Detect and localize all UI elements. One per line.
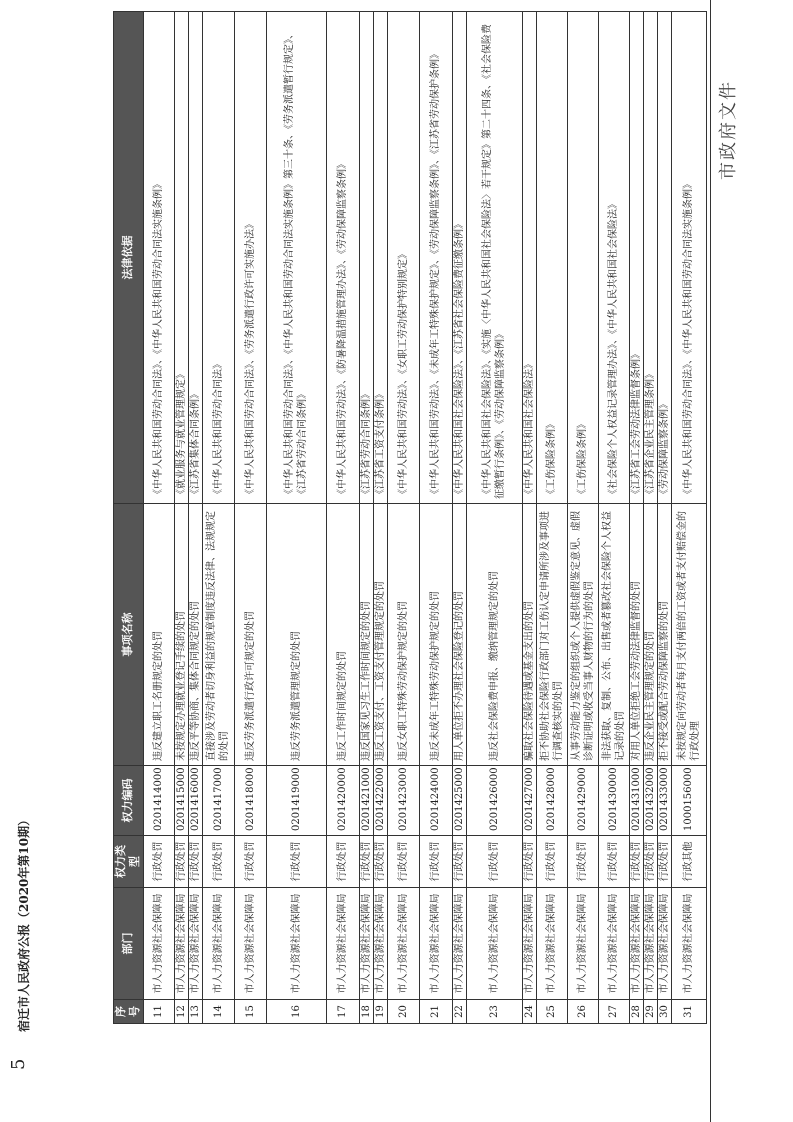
- row-department: 市人力资源社会保障局: [419, 888, 452, 1000]
- row-power-code: 0201421000: [359, 766, 373, 836]
- row-department: 市人力资源社会保障局: [466, 888, 522, 1000]
- header-law: 法律依据: [114, 12, 144, 504]
- row-number: 20: [387, 1000, 419, 1024]
- row-power-type: 行政处罚: [598, 836, 629, 888]
- table-row: [466, 12, 522, 1024]
- row-power-code: 1000156000: [671, 766, 706, 836]
- row-power-code: 0201426000: [466, 766, 522, 836]
- row-number: 11: [143, 1000, 174, 1024]
- row-power-type: 行政处罚: [143, 836, 174, 888]
- row-legal-basis: 《就业服务与就业管理规定》: [174, 12, 188, 504]
- row-department: 市人力资源社会保障局: [326, 888, 359, 1000]
- row-department: 市人力资源社会保障局: [373, 888, 387, 1000]
- row-number: 23: [466, 1000, 522, 1024]
- table-row: [326, 12, 359, 1024]
- row-power-type: 行政其他: [671, 836, 706, 888]
- row-number: 31: [671, 1000, 706, 1024]
- row-number: 30: [657, 1000, 671, 1024]
- row-legal-basis: 《工伤保险条例》: [567, 12, 598, 504]
- row-number: 13: [188, 1000, 202, 1024]
- row-power-type: 行政处罚: [359, 836, 373, 888]
- row-item-name: 从事劳动能力鉴定的组织或个人提供虚假鉴定意见、虚假诊断证明或收受当事人财物的行为的处罚: [567, 504, 598, 766]
- row-department: 市人力资源社会保障局: [188, 888, 202, 1000]
- row-legal-basis: 《江苏省工资支付条例》: [373, 12, 387, 504]
- row-power-code: 0201430000: [598, 766, 629, 836]
- section-header: 市政府文件: [718, 80, 739, 180]
- row-item-name: 骗取社会保险待遇或基金支出的处罚: [522, 504, 536, 766]
- row-department: 市人力资源社会保障局: [598, 888, 629, 1000]
- table-row: [266, 12, 326, 1024]
- table-row: [174, 12, 188, 1024]
- row-power-code: 0201432000: [643, 766, 657, 836]
- row-legal-basis: 《江苏省劳动合同条例》: [359, 12, 373, 504]
- row-legal-basis: 《江苏省企业民主管理条例》: [643, 12, 657, 504]
- row-department: 市人力资源社会保障局: [359, 888, 373, 1000]
- row-legal-basis: 《中华人民共和国社会保险法》、《江苏省社会保险费征缴条例》: [452, 12, 466, 504]
- row-number: 28: [629, 1000, 643, 1024]
- row-power-code: 0201417000: [202, 766, 234, 836]
- row-power-code: 0201433000: [657, 766, 671, 836]
- row-legal-basis: 《中华人民共和国劳动合同法》、《中华人民共和国劳动合同法实施条例》: [671, 12, 706, 504]
- row-department: 市人力资源社会保障局: [452, 888, 466, 1000]
- table-row: [598, 12, 629, 1024]
- row-power-type: 行政处罚: [452, 836, 466, 888]
- row-item-name: 违反劳务派遣管理规定的处罚: [266, 504, 326, 766]
- row-item-name: 违反社会保险费申报、缴纳管理规定的处罚: [466, 504, 522, 766]
- row-number: 16: [266, 1000, 326, 1024]
- row-legal-basis: 《中华人民共和国劳动合同法》: [202, 12, 234, 504]
- table-row: [359, 12, 373, 1024]
- page-number: 5: [8, 1058, 29, 1070]
- row-department: 市人力资源社会保障局: [671, 888, 706, 1000]
- table-row: [567, 12, 598, 1024]
- row-department: 市人力资源社会保障局: [536, 888, 567, 1000]
- row-department: 市人力资源社会保障局: [202, 888, 234, 1000]
- row-number: 19: [373, 1000, 387, 1024]
- table-row: [657, 12, 671, 1024]
- row-power-code: 0201429000: [567, 766, 598, 836]
- table-row: [143, 12, 174, 1024]
- row-item-name: 违反劳务派遣行政许可规定的处罚: [234, 504, 266, 766]
- row-item-name: 拒不协助社会保险行政部门对工伤认定申请所涉及事项进行调查核实的处罚: [536, 504, 567, 766]
- row-power-type: 行政处罚: [188, 836, 202, 888]
- table-row: [419, 12, 452, 1024]
- table-row: [643, 12, 657, 1024]
- row-power-code: 0201427000: [522, 766, 536, 836]
- row-power-type: 行政处罚: [387, 836, 419, 888]
- row-power-code: 0201414000: [143, 766, 174, 836]
- row-department: 市人力资源社会保障局: [643, 888, 657, 1000]
- row-number: 27: [598, 1000, 629, 1024]
- row-legal-basis: 《中华人民共和国劳动法》、《女职工劳动保护特别规定》: [387, 12, 419, 504]
- table-row: [629, 12, 643, 1024]
- header-name: 事项名称: [114, 504, 144, 766]
- row-legal-basis: 《中华人民共和国劳动合同法》、《中华人民共和国劳动合同法实施条例》第三十条、《劳务派遣暂行规定》、《江苏省劳动合同条例》: [266, 12, 326, 504]
- row-legal-basis: 《社会保险个人权益记录管理办法》、《中华人民共和国社会保险法》: [598, 12, 629, 504]
- table-row: [234, 12, 266, 1024]
- row-department: 市人力资源社会保障局: [143, 888, 174, 1000]
- header-rule: [710, 0, 711, 1122]
- publication-footer: 宿迁市人民政府公报（2020年第10期）: [17, 813, 31, 1032]
- row-legal-basis: 《中华人民共和国劳动合同法》、《劳务派遣行政许可实施办法》: [234, 12, 266, 504]
- row-number: 21: [419, 1000, 452, 1024]
- row-power-type: 行政处罚: [326, 836, 359, 888]
- row-item-name: 用人单位拒不办理社会保险登记的处罚: [452, 504, 466, 766]
- row-power-type: 行政处罚: [567, 836, 598, 888]
- row-number: 26: [567, 1000, 598, 1024]
- table-header-row: [114, 12, 144, 1024]
- row-number: 15: [234, 1000, 266, 1024]
- row-number: 12: [174, 1000, 188, 1024]
- row-power-code: 0201423000: [387, 766, 419, 836]
- row-legal-basis: 《江苏省集体合同条例》: [188, 12, 202, 504]
- row-legal-basis: 《中华人民共和国劳动合同法》、《中华人民共和国劳动合同法实施条例》: [143, 12, 174, 504]
- row-power-code: 0201424000: [419, 766, 452, 836]
- row-legal-basis: 《中华人民共和国劳动法》、《未成年工特殊保护规定》、《劳动保障监察条例》、《江苏省劳动保护条例》: [419, 12, 452, 504]
- header-code: 权力编码: [114, 766, 144, 836]
- row-power-code: 0201431000: [629, 766, 643, 836]
- header-type: 权力类型: [114, 836, 144, 888]
- row-department: 市人力资源社会保障局: [629, 888, 643, 1000]
- power-list-table: [113, 11, 707, 1024]
- row-item-name: 违反企业民主管理规定的处罚: [643, 504, 657, 766]
- row-power-type: 行政处罚: [202, 836, 234, 888]
- row-item-name: 违反建立职工名册规定的处罚: [143, 504, 174, 766]
- row-number: 25: [536, 1000, 567, 1024]
- row-power-code: 0201416000: [188, 766, 202, 836]
- table-row: [536, 12, 567, 1024]
- row-item-name: 违反工资支付、工资支付管理规定的处罚: [373, 504, 387, 766]
- row-department: 市人力资源社会保障局: [234, 888, 266, 1000]
- row-department: 市人力资源社会保障局: [657, 888, 671, 1000]
- row-legal-basis: 《中华人民共和国社会保险法》、《实施〈中华人民共和国社会保险法〉若干规定》第二十四条、《社会保险费征缴暂行条例》、《劳动保障监察条例》: [466, 12, 522, 504]
- table-row: [188, 12, 202, 1024]
- table-row: [387, 12, 419, 1024]
- row-power-type: 行政处罚: [536, 836, 567, 888]
- row-legal-basis: 《中华人民共和国社会保险法》: [522, 12, 536, 504]
- row-power-type: 行政处罚: [466, 836, 522, 888]
- row-number: 18: [359, 1000, 373, 1024]
- row-power-type: 行政处罚: [629, 836, 643, 888]
- row-power-code: 0201420000: [326, 766, 359, 836]
- header-no: 序号: [114, 1000, 144, 1024]
- row-number: 14: [202, 1000, 234, 1024]
- row-power-code: 0201418000: [234, 766, 266, 836]
- row-number: 22: [452, 1000, 466, 1024]
- row-item-name: 对用人单位拒绝工会劳动法律监督的处罚: [629, 504, 643, 766]
- row-power-type: 行政处罚: [657, 836, 671, 888]
- row-legal-basis: 《劳动保障监察条例》: [657, 12, 671, 504]
- row-item-name: 未按规定办理就业登记手续的处罚: [174, 504, 188, 766]
- row-item-name: 拒不接受或配合劳动保障监察的处罚: [657, 504, 671, 766]
- table-row: [202, 12, 234, 1024]
- row-item-name: 违反国家见习生工作时间规定的处罚: [359, 504, 373, 766]
- row-power-type: 行政处罚: [266, 836, 326, 888]
- row-legal-basis: 《江苏省工会劳动法律监督条例》: [629, 12, 643, 504]
- row-power-code: 0201419000: [266, 766, 326, 836]
- row-power-type: 行政处罚: [174, 836, 188, 888]
- row-number: 29: [643, 1000, 657, 1024]
- row-power-type: 行政处罚: [234, 836, 266, 888]
- table-row: [373, 12, 387, 1024]
- row-power-type: 行政处罚: [643, 836, 657, 888]
- row-item-name: 未按规定向劳动者每月支付两倍的工资或者支付赔偿金的行政处理: [671, 504, 706, 766]
- row-item-name: 违反未成年工特殊劳动保护规定的处罚: [419, 504, 452, 766]
- row-item-name: 违反工作时间规定的处罚: [326, 504, 359, 766]
- row-department: 市人力资源社会保障局: [387, 888, 419, 1000]
- table-row: [452, 12, 466, 1024]
- row-department: 市人力资源社会保障局: [522, 888, 536, 1000]
- row-item-name: 非法获取、复制、公布、出售或者篡改社会保险个人权益记录的处罚: [598, 504, 629, 766]
- row-power-type: 行政处罚: [419, 836, 452, 888]
- row-number: 24: [522, 1000, 536, 1024]
- row-power-code: 0201415000: [174, 766, 188, 836]
- table-body: [143, 12, 706, 1024]
- row-department: 市人力资源社会保障局: [174, 888, 188, 1000]
- table-row: [671, 12, 706, 1024]
- row-power-code: 0201428000: [536, 766, 567, 836]
- table-row: [522, 12, 536, 1024]
- row-legal-basis: 《中华人民共和国劳动法》、《防暑降温措施管理办法》、《劳动保障监察条例》: [326, 12, 359, 504]
- row-department: 市人力资源社会保障局: [266, 888, 326, 1000]
- row-power-type: 行政处罚: [522, 836, 536, 888]
- row-power-type: 行政处罚: [373, 836, 387, 888]
- row-department: 市人力资源社会保障局: [567, 888, 598, 1000]
- header-dept: 部门: [114, 888, 144, 1000]
- row-item-name: 直接涉及劳动者切身利益的规章制度违反法律、法规规定的处罚: [202, 504, 234, 766]
- row-item-name: 违反平等协商、集体合同规定的处罚: [188, 504, 202, 766]
- row-power-code: 0201422000: [373, 766, 387, 836]
- row-power-code: 0201425000: [452, 766, 466, 836]
- row-item-name: 违反女职工特殊劳动保护规定的处罚: [387, 504, 419, 766]
- row-legal-basis: 《工伤保险条例》: [536, 12, 567, 504]
- row-number: 17: [326, 1000, 359, 1024]
